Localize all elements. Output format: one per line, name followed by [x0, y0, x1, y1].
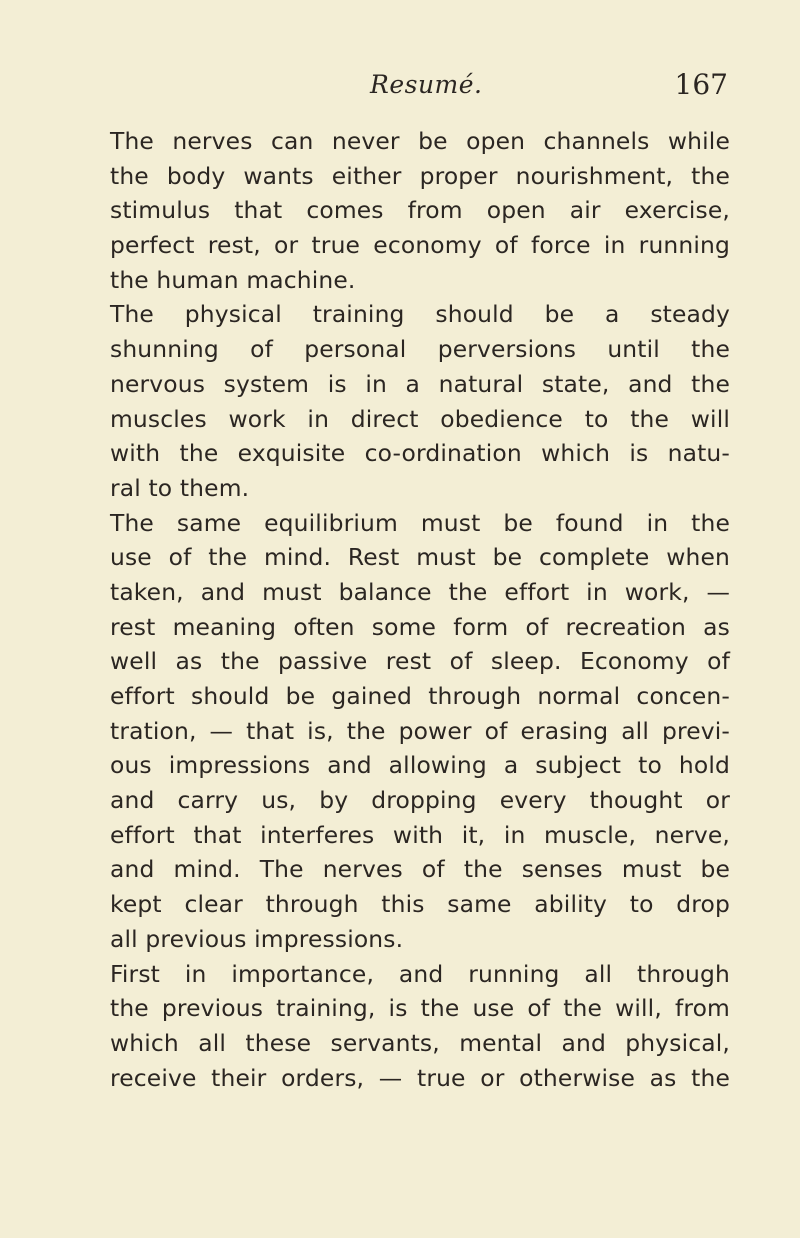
- text-line: the human machine.: [110, 265, 356, 294]
- text-line: First in importance, and running all through: [110, 959, 730, 988]
- text-line: rest meaning often some form of recreation as: [110, 612, 730, 641]
- text-line: ous impressions and allowing a subject to hold: [110, 751, 730, 780]
- text-line: shunning of personal perversions until the: [110, 335, 730, 364]
- text-line: stimulus that comes from open air exercise,: [110, 196, 730, 225]
- text-line: ral to them.: [110, 473, 250, 502]
- text-line: muscles work in direct obedience to the will: [110, 404, 730, 433]
- text-line: the body wants either proper nourishment, the: [110, 161, 730, 190]
- text-line: receive their orders, — true or otherwise as the: [110, 1063, 730, 1092]
- text-line: effort should be gained through normal concen-: [110, 682, 730, 710]
- text-line: effort that interferes with it, in muscle, nerve,: [110, 820, 730, 849]
- running-head: [110, 70, 728, 110]
- text-line: and carry us, by dropping every thought or: [110, 786, 730, 815]
- text-line: kept clear through this same ability to drop: [110, 890, 730, 919]
- text-line: perfect rest, or true economy of force in running: [110, 231, 730, 260]
- text-line: well as the passive rest of sleep. Economy of: [110, 647, 730, 676]
- text-line: taken, and must balance the effort in work, —: [110, 577, 730, 606]
- text-line: The nerves can never be open channels while: [110, 127, 730, 155]
- text-line: and mind. The nerves of the senses must be: [110, 855, 730, 884]
- text-line: The same equilibrium must be found in the: [110, 508, 730, 537]
- text-line: which all these servants, mental and physical,: [110, 1028, 730, 1057]
- text-line: tration, — that is, the power of erasing all previ-: [110, 716, 730, 745]
- text-line: with the exquisite co-ordination which is natu-: [110, 439, 730, 468]
- running-title: Resumé.: [370, 70, 483, 99]
- text-line: use of the mind. Rest must be complete when: [110, 543, 730, 572]
- text-line: nervous system is in a natural state, and the: [110, 369, 730, 398]
- page-number: 167: [674, 68, 728, 101]
- text-line: all previous impressions.: [110, 924, 404, 953]
- body-text: [110, 124, 730, 1095]
- text-line: The physical training should be a steady: [110, 300, 730, 329]
- text-line: the previous training, is the use of the will, from: [110, 994, 730, 1023]
